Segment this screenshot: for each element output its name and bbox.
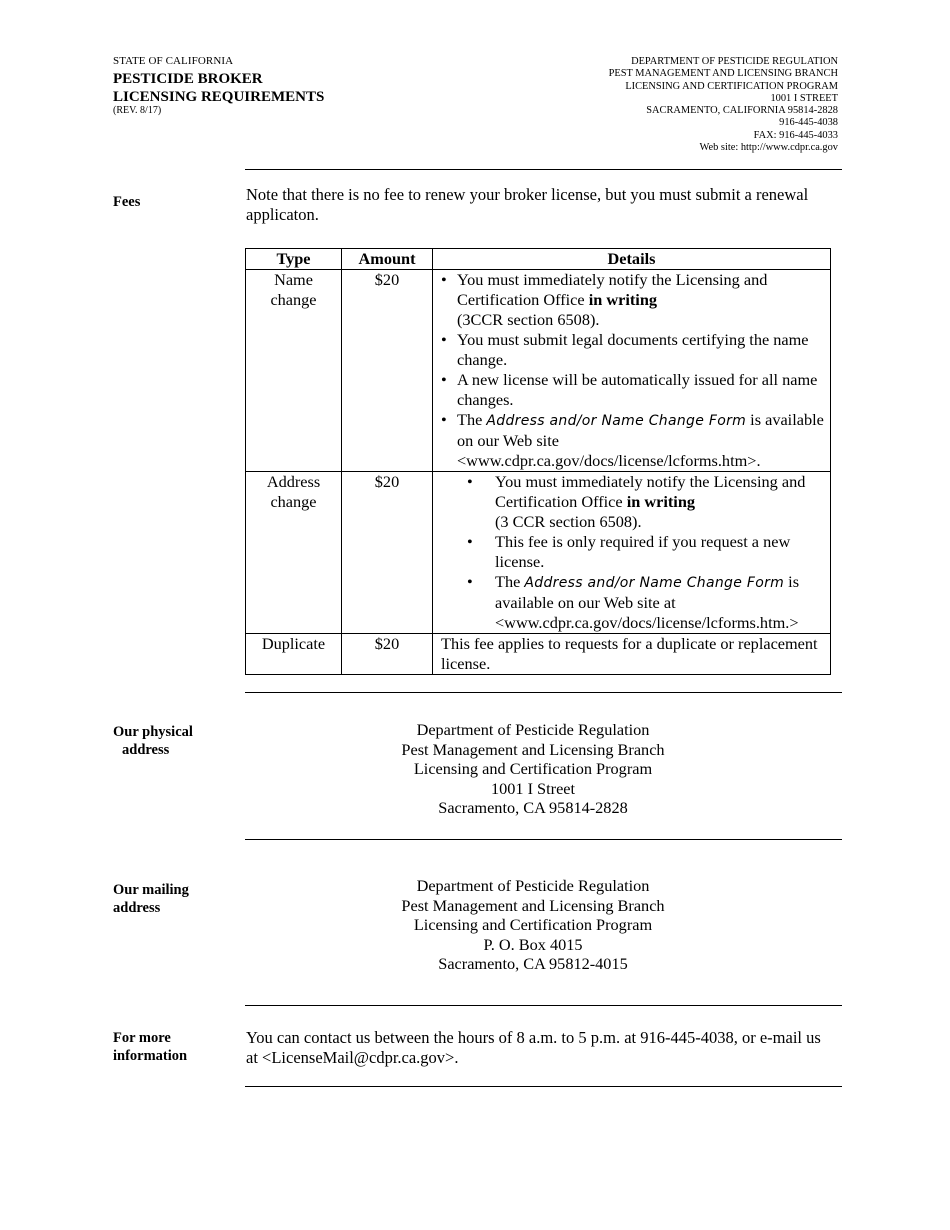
- fees-table: [245, 248, 831, 675]
- regulation-reference: (3 CCR section 6508).: [495, 512, 642, 531]
- table-row-name-change: [246, 270, 831, 472]
- dept-line: 916-445-4038: [779, 117, 838, 129]
- bullet-text: is available on our Web site: [457, 410, 824, 450]
- more-info-text: You can contact us between the hours of 8 a.m. to 5 p.m. at 916-445-4038, or e-mail us at <LicenseMail@cdpr.ca.gov>.: [246, 1028, 821, 1067]
- dept-line: 1001 I STREET: [770, 92, 838, 104]
- address-line: Sacramento, CA 95812-4015: [438, 954, 628, 974]
- fee-type: [246, 472, 342, 634]
- fees-section-label: Fees: [113, 194, 141, 210]
- list-item: [441, 410, 826, 471]
- list-item: [441, 270, 826, 330]
- form-name: Address and/or Name Change Form: [486, 413, 747, 429]
- label-line: information: [113, 1048, 188, 1064]
- dept-line: PEST MANAGEMENT AND LICENSING BRANCH: [608, 68, 838, 80]
- details-list: [441, 472, 826, 633]
- fee-type-line: change: [270, 290, 317, 309]
- fee-type-line: Name: [274, 270, 313, 289]
- fee-type: [246, 270, 342, 472]
- bullet-text: You must immediately notify the Licensing and Certification Office: [495, 472, 806, 511]
- table-row-address-change: [246, 472, 831, 634]
- table-header-row: [246, 249, 831, 270]
- form-name: Address and/or Name Change Form: [524, 575, 785, 591]
- address-line: Licensing and Certification Program: [413, 915, 653, 935]
- department-contact-block: [609, 56, 838, 154]
- column-header-amount: Amount: [342, 249, 433, 270]
- divider: [245, 839, 842, 840]
- forms-url: <www.cdpr.ca.gov/docs/license/lcforms.htm.>: [495, 613, 799, 632]
- revision-label: (REV. 8/17): [113, 105, 162, 116]
- fee-type-line: change: [270, 492, 317, 511]
- label-line: Our mailing: [113, 882, 189, 898]
- list-item: [467, 472, 826, 532]
- title-line-1: PESTICIDE BROKER: [113, 71, 263, 87]
- address-line: Department of Pesticide Regulation: [416, 876, 650, 895]
- label-line: For more: [113, 1030, 171, 1046]
- regulation-reference: (3CCR section 6508).: [457, 310, 600, 329]
- divider: [245, 1005, 842, 1006]
- bullet-emphasis: in writing: [626, 492, 696, 511]
- bullet-text: is available on our Web site at: [495, 572, 800, 612]
- fee-amount: $20: [342, 270, 433, 472]
- fee-type-line: Address: [266, 472, 321, 491]
- dept-line: SACRAMENTO, CALIFORNIA 95814-2828: [646, 105, 838, 117]
- forms-url: <www.cdpr.ca.gov/docs/license/lcforms.htm>.: [457, 451, 761, 470]
- list-item: • You must submit legal documents certifying the name change.: [441, 330, 826, 370]
- divider: [245, 1086, 842, 1087]
- title-line-2: LICENSING REQUIREMENTS: [113, 89, 325, 105]
- label-line: Our physical: [113, 724, 193, 740]
- fee-details: This fee applies to requests for a duplicate or replacement license.: [433, 634, 831, 675]
- mailing-address-label: [113, 881, 189, 917]
- dept-website: Web site: http://www.cdpr.ca.gov: [699, 142, 838, 154]
- address-line: Department of Pesticide Regulation: [416, 720, 650, 739]
- fee-amount: $20: [342, 472, 433, 634]
- address-line: Licensing and Certification Program: [413, 759, 653, 779]
- bullet-text: The: [457, 410, 487, 429]
- physical-address: [245, 720, 821, 818]
- state-label: STATE OF CALIFORNIA: [113, 55, 234, 67]
- document-title-block: [113, 56, 324, 116]
- address-line: 1001 I Street: [490, 778, 576, 798]
- fees-note: Note that there is no fee to renew your broker license, but you must submit a renewal applicaton.: [246, 185, 809, 224]
- physical-address-label: [113, 723, 193, 759]
- divider: [245, 692, 842, 693]
- fee-amount: $20: [342, 634, 433, 675]
- label-line: address: [122, 742, 170, 758]
- table-row-duplicate: [246, 634, 831, 675]
- column-header-type: Type: [246, 249, 342, 270]
- list-item: [467, 572, 826, 633]
- fee-details: [433, 472, 831, 634]
- fee-details: [433, 270, 831, 472]
- dept-line: LICENSING AND CERTIFICATION PROGRAM: [625, 80, 838, 92]
- dept-line: FAX: 916-445-4033: [753, 129, 838, 141]
- address-line: P. O. Box 4015: [483, 934, 583, 954]
- details-list: [441, 270, 826, 471]
- label-line: address: [113, 900, 161, 916]
- address-line: Pest Management and Licensing Branch: [401, 895, 665, 915]
- dept-line: DEPARTMENT OF PESTICIDE REGULATION: [631, 56, 838, 67]
- fee-type: Duplicate: [246, 634, 342, 675]
- address-line: Pest Management and Licensing Branch: [401, 739, 665, 759]
- list-item: • A new license will be automatically issued for all name changes.: [441, 370, 826, 410]
- bullet-emphasis: in writing: [588, 290, 658, 309]
- address-line: Sacramento, CA 95814-2828: [438, 798, 628, 818]
- divider: [245, 169, 842, 170]
- mailing-address: [245, 876, 821, 974]
- column-header-details: Details: [433, 249, 831, 270]
- bullet-text: You must immediately notify the Licensing and Certification Office: [457, 270, 768, 309]
- document-title: [113, 70, 324, 106]
- more-info-label: [113, 1029, 187, 1065]
- bullet-text: The: [495, 572, 525, 591]
- list-item: • This fee is only required if you request a new license.: [467, 532, 826, 572]
